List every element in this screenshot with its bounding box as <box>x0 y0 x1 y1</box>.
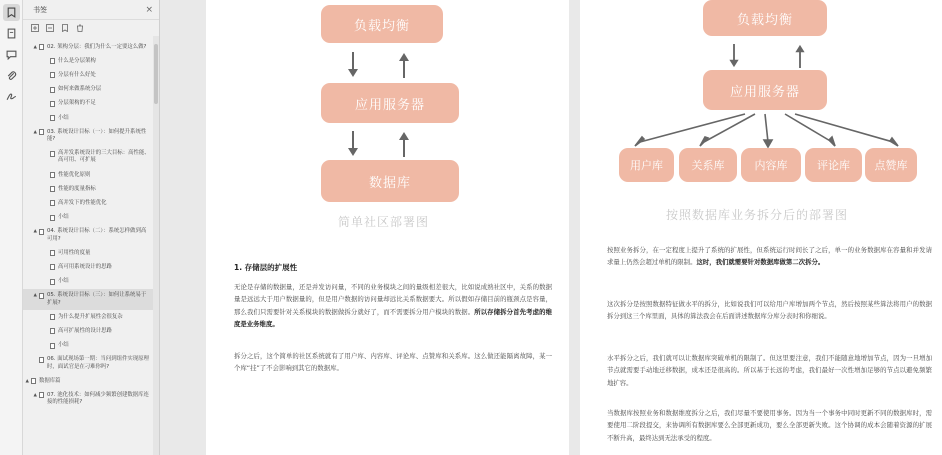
outline-item[interactable] <box>23 54 153 68</box>
outline-item[interactable] <box>23 111 153 125</box>
outline-item-label: 为什么提升扩展性会很复杂 <box>58 313 123 320</box>
outline-item[interactable] <box>23 182 153 196</box>
bookmark-page-icon <box>50 279 55 285</box>
outline-item[interactable] <box>23 83 153 97</box>
collapse-all-icon[interactable] <box>46 24 54 32</box>
up-arrow-icon <box>398 52 410 78</box>
outline-item-label: 05. 系统设计目标（三）：如何让系统易于扩展? <box>47 292 147 306</box>
bookmark-page-icon <box>39 229 44 235</box>
add-bookmark-icon[interactable] <box>61 24 69 32</box>
bookmark-panel <box>23 0 160 455</box>
outline-item-label: 04. 系统设计目标（二）：系统怎样做到高可用? <box>47 228 147 242</box>
paragraph-text: 无论是存储的数据量，还是并发访问量，不同的业务模块之间的量级相差很大，比如说成熟社区中，关系的数据量是远远大于用户数据量的，但是用户数据的访问量却远比关系数据要大。所以假如存储目前的瓶颈点是容量，那么我们只需要针对关系模块的数据做拆分就好了，而不需要拆分用户模块的数据。 <box>234 283 552 316</box>
bookmark-icon[interactable] <box>3 4 20 21</box>
paragraph: 当数据库按照业务和数据维度拆分之后，我们尽量不要使用事务。因为当一个事务中同时更新不同的数据库时，需要使用二阶段提交，来协调所有数据库要么全部更新成功，要么全部更新失败。这个协调的成本会随着资源的扩展不断升高，最终达到无法承受的程度。 <box>607 409 932 442</box>
outline-item[interactable] <box>23 339 153 353</box>
db-content-box: 内容库 <box>741 148 801 182</box>
bookmark-page-icon <box>50 115 55 121</box>
panel-tools <box>23 20 159 36</box>
paragraph-bold-text: 这时，我们就需要针对数据库做第二次拆分。 <box>696 258 825 267</box>
outline-item[interactable] <box>23 324 153 338</box>
outline-item[interactable] <box>23 388 153 409</box>
expand-all-icon[interactable] <box>31 24 39 32</box>
expand-arrow-icon[interactable]: ▲ <box>33 129 37 135</box>
bookmark-page-icon <box>39 44 44 50</box>
expand-arrow-icon[interactable]: ▲ <box>33 44 37 50</box>
outline-item[interactable] <box>23 125 153 146</box>
scrollbar-thumb[interactable] <box>154 44 158 104</box>
outline-item[interactable] <box>23 97 153 111</box>
section-heading: 1. 存储层的扩展性 <box>234 263 298 272</box>
bookmark-page-icon <box>50 215 55 221</box>
paragraph: 拆分之后，这个简单的社区系统就有了用户库、内容库、评论库、点赞库和关系库。这么做还能隔离故障，某一个库“挂”了不会影响到其它的数据库。 <box>234 352 552 373</box>
db-user-box: 用户库 <box>619 148 674 182</box>
bookmark-page-icon <box>50 151 55 157</box>
bookmark-page-icon <box>50 186 55 192</box>
panel-scrollbar[interactable] <box>153 36 159 455</box>
up-arrow-icon <box>398 131 410 157</box>
outline-item-label: 高并发下的性能优化 <box>58 199 107 206</box>
outline-item[interactable] <box>23 40 153 54</box>
expand-arrow-icon[interactable]: ▲ <box>33 392 37 398</box>
outline-item[interactable] <box>23 353 153 374</box>
outline-item-label: 分层有什么好处 <box>58 71 96 78</box>
paragraph-bold-text: 所以存储拆分首先考虑的维度是业务维度。 <box>234 307 553 329</box>
paragraph-text: 按照业务拆分，在一定程度上提升了系统的扩展性，但系统运行时间长了之后，单一的业务数据库在容量和并发请求量上仍然会超过单机的限制。 <box>607 246 932 267</box>
app-server-box: 应用服务器 <box>321 83 459 123</box>
delete-bookmark-icon[interactable] <box>76 24 84 32</box>
bookmark-page-icon <box>50 250 55 256</box>
outline-item[interactable] <box>23 196 153 210</box>
pdf-page-left <box>206 0 569 455</box>
outline-item-label: 06. 面试现场第一期：当问到组件实现原理时，面试官是在刁难你吗? <box>47 356 149 370</box>
bookmark-page-icon <box>50 58 55 64</box>
bookmark-page-icon <box>39 357 44 363</box>
signature-icon[interactable] <box>3 88 20 105</box>
bookmark-page-icon <box>39 129 44 135</box>
outline-item-label: 小结 <box>58 278 69 285</box>
outline-item-label: 什么是分层架构 <box>58 57 96 64</box>
paragraph: 水平拆分之后，我们就可以让数据库突破单机的限制了。但这里要注意，我们不能随意地增加节点，因为一旦增加节点就需要手动地迁移数据，成本还是很高的。所以基于长远的考虑，我们最好一次性增加足够的节点以避免频繁地扩容。 <box>607 354 932 387</box>
database-box: 数据库 <box>321 160 459 202</box>
panel-title: 书签 <box>33 5 47 14</box>
expand-arrow-icon[interactable]: ▲ <box>33 293 37 299</box>
db-comment-box: 评论库 <box>805 148 862 182</box>
outline-item[interactable] <box>23 147 153 168</box>
outline-item-label: 07. 池化技术：如何减少频繁创建数据库连接的性能损耗? <box>47 391 149 406</box>
up-arrow-icon <box>794 44 806 68</box>
outline-item-label: 性能的度量指标 <box>58 185 96 192</box>
outline-item-label: 高可用系统设计的思路 <box>58 263 112 270</box>
bookmark-page-icon <box>50 328 55 334</box>
outline-item[interactable] <box>23 275 153 289</box>
diagram-caption: 简单社区部署图 <box>338 215 430 229</box>
expand-arrow-icon[interactable]: ▲ <box>25 378 29 384</box>
paragraph <box>607 244 932 269</box>
outline-item[interactable] <box>23 289 153 310</box>
load-balancer-box: 负载均衡 <box>321 5 443 43</box>
bookmark-page-icon <box>50 314 55 320</box>
down-arrow-icon <box>728 44 740 68</box>
panel-header <box>23 0 159 20</box>
bookmark-page-icon <box>50 72 55 78</box>
outline-item-label: 03. 系统设计目标（一）：如何提升系统性能? <box>47 128 147 142</box>
outline-item-label: 高并发系统设计的三大目标：高性能、高可用、可扩展 <box>58 150 150 164</box>
comment-icon[interactable] <box>3 46 20 63</box>
load-balancer-box: 负载均衡 <box>703 0 827 36</box>
outline-item-label: 高可扩展性的设计思路 <box>58 327 112 334</box>
outline-item-label: 分层架构的不足 <box>58 100 96 107</box>
paragraph <box>234 281 552 331</box>
outline-item[interactable] <box>23 246 153 260</box>
side-toolbar <box>0 0 23 455</box>
outline-item[interactable] <box>23 225 153 246</box>
down-arrow-icon <box>347 131 359 157</box>
outline-item[interactable] <box>23 310 153 324</box>
bookmark-page-icon <box>31 378 36 384</box>
db-like-box: 点赞库 <box>865 148 917 182</box>
outline-item-label: 小结 <box>58 114 69 121</box>
bookmark-page-icon <box>50 101 55 107</box>
down-arrow-icon <box>347 52 359 78</box>
db-relation-box: 关系库 <box>679 148 737 182</box>
fan-out-arrows <box>620 112 920 148</box>
outline-item-label: 02. 架构分层：我们为什么一定要这么做? <box>47 43 147 50</box>
outline-item-label: 数据库篇 <box>39 377 61 384</box>
paragraph: 这次拆分是按照数据特征做水平的拆分，比如说我们可以给用户库增加两个节点，然后按照某些算法将用户的数据拆分到这三个库里面，具体的算法我会在后面讲述数据库分库分表时和你细说。 <box>607 300 932 321</box>
bookmark-page-icon <box>50 343 55 349</box>
bookmark-page-icon <box>50 264 55 270</box>
attachment-icon[interactable] <box>3 67 20 84</box>
bookmark-page-icon <box>50 200 55 206</box>
expand-arrow-icon[interactable]: ▲ <box>33 229 37 235</box>
close-icon[interactable]: × <box>145 4 153 15</box>
outline-item-label: 可用性的度量 <box>58 249 91 256</box>
outline-item-label: 小结 <box>58 214 69 221</box>
outline-item[interactable] <box>23 374 153 388</box>
outline-item[interactable] <box>23 68 153 82</box>
app-server-box: 应用服务器 <box>703 70 827 110</box>
outline-list <box>23 40 153 410</box>
outline-item[interactable] <box>23 168 153 182</box>
outline-item-label: 如何来做系统分层 <box>58 86 102 93</box>
pdf-page-right <box>580 0 942 455</box>
outline-item-label: 小结 <box>58 342 69 349</box>
bookmark-page-icon <box>50 172 55 178</box>
outline-item[interactable] <box>23 211 153 225</box>
outline-item[interactable] <box>23 260 153 274</box>
page-thumbnail-icon[interactable] <box>3 25 20 42</box>
diagram-caption: 按照数据库业务拆分后的部署图 <box>666 208 849 222</box>
outline-item-label: 性能优化原则 <box>58 171 91 178</box>
bookmark-page-icon <box>39 293 44 299</box>
bookmark-page-icon <box>50 87 55 93</box>
bookmark-page-icon <box>39 392 44 398</box>
